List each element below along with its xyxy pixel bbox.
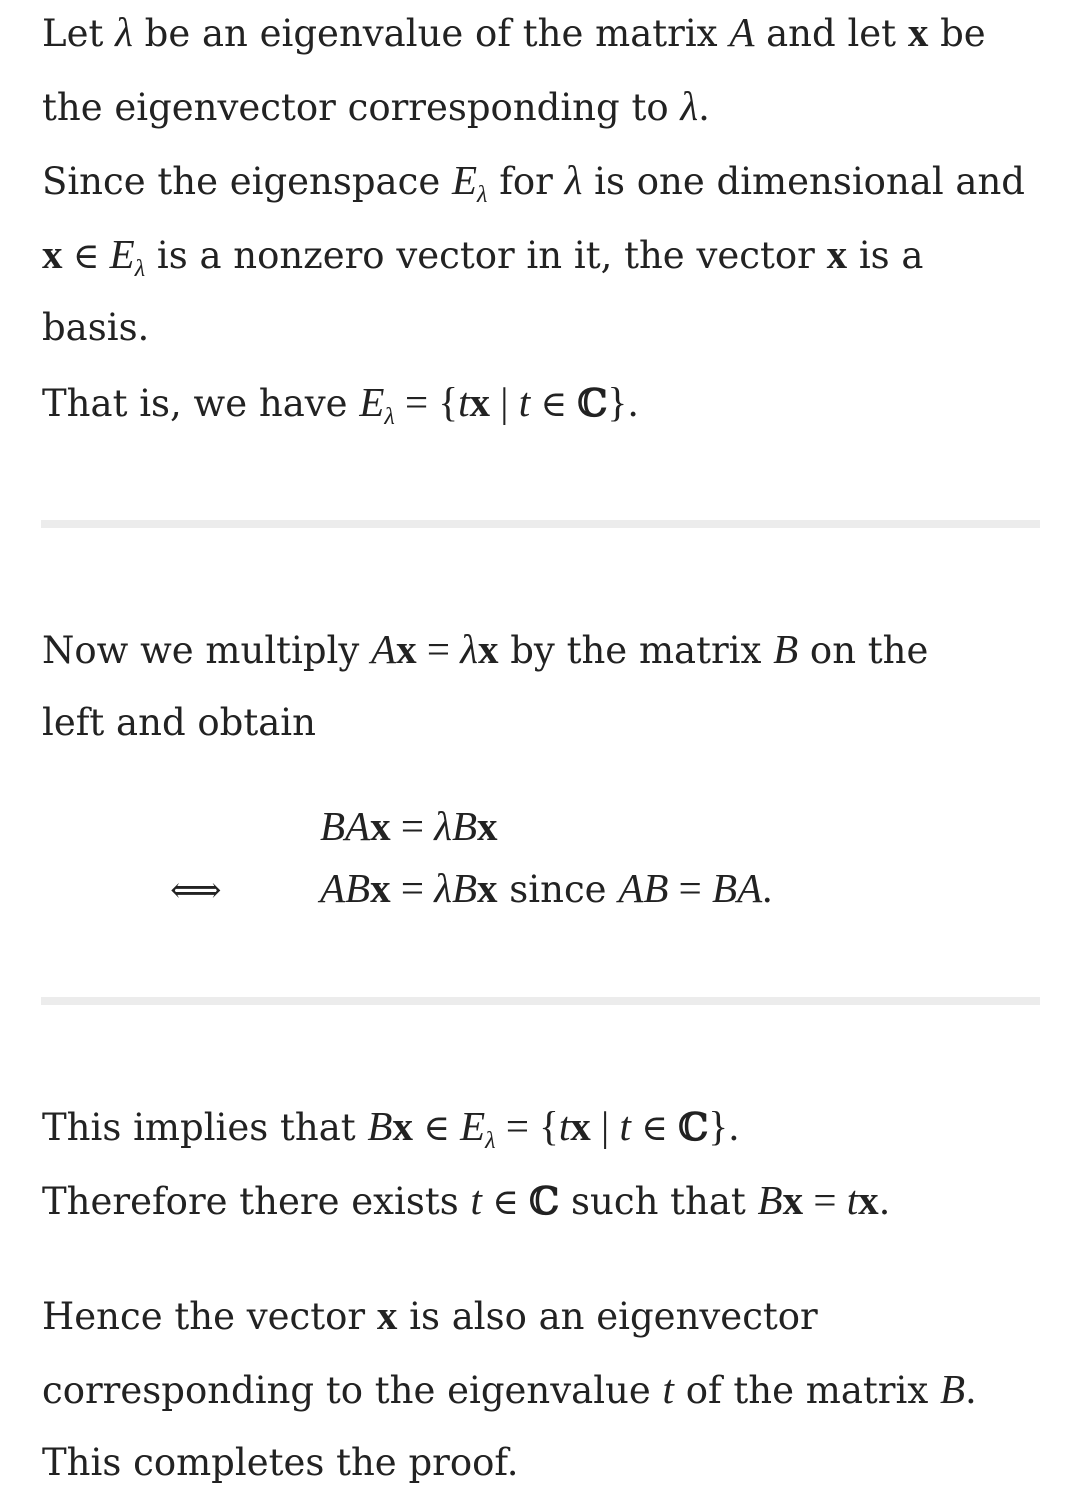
math-t: t [662, 1366, 674, 1412]
text-line: Hence the vector x is also an eigenvector [42, 1292, 818, 1338]
text-line: corresponding to the eigenvalue t of the matrix B. [42, 1366, 977, 1412]
math-eigenspace-set: $E_\lambda = \{tx$ | t ∈ ℂ} [359, 379, 628, 430]
section-divider [41, 997, 1040, 1005]
math-vector-x: x [826, 231, 848, 277]
math-bx-in-eigenspace: Bx ∈ $E_\lambda = \{tx$ | t ∈ ℂ} [367, 1103, 728, 1154]
math-lambda: λ [680, 83, 699, 129]
text-line: This implies that Bx ∈ $E_\lambda = \{tx$ | t ∈ ℂ}. [42, 1103, 740, 1154]
equation-iff-symbol: ⟺ [170, 870, 222, 911]
text-line: the eigenvector corresponding to λ. [42, 83, 710, 129]
math-bx-equals-tx: Bx = tx [757, 1177, 879, 1223]
math-matrix-b: B [939, 1366, 965, 1412]
text-line: left and obtain [42, 701, 316, 744]
section-divider [41, 520, 1040, 528]
text-line: That is, we have $E_\lambda = \{tx$ | t ∈ ℂ}. [42, 379, 639, 430]
math-ax-equals-lambda-x: Ax = λx [371, 626, 499, 672]
text-line: x ∈ $E_\lambda$ is a nonzero vector in it, the vector x is a [42, 231, 924, 282]
text-line: Let λ be an eigenvalue of the matrix A and let x be [42, 9, 986, 55]
math-t-in-c: t ∈ ℂ [470, 1177, 560, 1223]
math-lambda: λ [115, 9, 133, 55]
equation-row-1: BAx = λBx [320, 803, 498, 849]
math-x-in-eigenspace: x ∈ $E_\lambda$ [42, 231, 146, 282]
text-line: This completes the proof. [42, 1441, 519, 1484]
math-matrix-a: A [729, 9, 755, 55]
math-matrix-b: B [773, 626, 799, 672]
text-line: basis. [42, 306, 150, 349]
math-eigenspace: $E_\lambda$ [452, 157, 488, 208]
math-vector-x: x [907, 9, 929, 55]
math-vector-x: x [376, 1292, 398, 1338]
text-line: Therefore there exists t ∈ ℂ such that Bx = tx. [42, 1177, 891, 1223]
equation-row-2: ABx = λBx since AB = BA. [320, 865, 773, 911]
math-lambda: λ [564, 157, 583, 203]
text-line: Since the eigenspace $E_\lambda$ for λ is one dimensional and [42, 157, 1025, 208]
text-line: Now we multiply Ax = λx by the matrix B on the [42, 626, 929, 672]
